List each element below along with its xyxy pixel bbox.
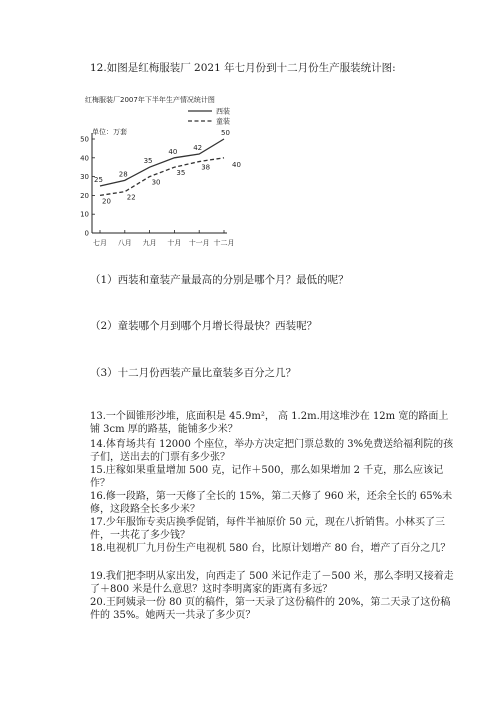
data-label: 28 <box>118 170 128 179</box>
question-17 <box>90 516 455 542</box>
legend-label-0: 西装 <box>216 107 230 116</box>
chart-title: 红梅服装厂2007年下半年生产情况统计图 <box>85 96 215 104</box>
x-tick-label: 十一月 <box>188 239 210 247</box>
question-13-text: 13.一个圆锥形沙堆，底面积是 45.9m²， 高 1.2m.用这堆沙在 12m 宽的路面上铺 3cm 厚的路基，能铺多少米？ <box>90 411 449 435</box>
legend-label-1: 童装 <box>216 117 230 126</box>
question-15 <box>90 464 455 490</box>
x-tick-label: 七月 <box>93 239 107 247</box>
question-19 <box>90 570 455 596</box>
x-tick-label: 九月 <box>142 239 157 247</box>
data-label: 40 <box>168 147 178 156</box>
data-label: 35 <box>176 169 186 178</box>
question-13 <box>90 410 455 436</box>
question-12-title: 12.如图是红梅服装厂 2021 年七月份到十二月份生产服装统计图: <box>90 62 396 74</box>
x-tick-label: 十月 <box>167 239 182 247</box>
data-label: 42 <box>193 144 203 153</box>
y-tick-labels <box>80 136 95 238</box>
question-18 <box>90 542 455 555</box>
data-label: 40 <box>232 160 241 169</box>
data-labels <box>94 129 241 205</box>
data-label: 22 <box>126 193 136 202</box>
data-label: 20 <box>102 197 111 206</box>
chart-unit: 单位：万套 <box>92 128 127 136</box>
data-label: 50 <box>221 129 230 137</box>
y-tick-label: 30 <box>80 173 89 182</box>
data-label: 25 <box>94 176 103 184</box>
y-tick-label: 10 <box>80 210 89 219</box>
question-20-text: 20.王阿姨录一份 80 页的稿件，第一天录了这份稿件的 20%，第二天录了这份稿件的 35%。她两天一共录了多少页？ <box>90 597 451 621</box>
question-18-text: 18.电视机厂九月份生产电视机 580 台，比原计划增产 80 台，增产了百分之几？ <box>90 543 451 554</box>
question-17-text: 17.少年服饰专卖店换季促销，每件半袖原价 50 元，现在八折销售。小林买了三件，一共花了多少钱？ <box>90 517 445 541</box>
x-tick-label: 十二月 <box>213 239 235 247</box>
x-tick-label: 八月 <box>117 239 132 247</box>
y-tick-label: 0 <box>84 229 89 238</box>
line-chart <box>80 90 240 255</box>
question-19-text: 19.我们把李明从家出发，向西走了 500 米记作走了－500 米，那么李明又接着走了＋800 米是什么意思？这时李明离家的距离有多远？ <box>90 571 454 595</box>
data-label: 30 <box>151 178 161 187</box>
question-14-text: 14.体育场共有 12000 个座位，举办方决定把门票总数的 3%免费送给福利院的孩子们，送出去的门票有多少张？ <box>90 439 454 463</box>
question-14 <box>90 438 455 464</box>
y-tick-label: 40 <box>80 154 89 163</box>
y-tick-label: 20 <box>80 191 89 200</box>
data-label: 38 <box>201 163 211 172</box>
question-15-text: 15.庄稼如果重量增加 500 克，记作＋500，那么如果增加 2 千克，那么应该记作？ <box>90 465 444 489</box>
y-tick-label: 50 <box>80 135 89 144</box>
question-12-sub-1: （1）西装和童装产量最高的分别是哪个月？最低的呢？ <box>90 274 349 286</box>
question-16-text: 16.修一段路，第一天修了全长的 15%，第二天修了 960 米，还余全长的 65%未修，这段路全长多少米？ <box>90 491 453 515</box>
question-16 <box>90 490 455 516</box>
question-12-sub-2: （2）童装哪个月到哪个月增长得最快？西装呢？ <box>90 320 318 332</box>
chart-legend <box>188 107 230 126</box>
question-12-sub-3: （3）十二月份西装产量比童装多百分之几？ <box>90 367 297 379</box>
question-20 <box>90 596 455 622</box>
series-line-0 <box>100 139 224 186</box>
data-label: 35 <box>143 157 153 166</box>
